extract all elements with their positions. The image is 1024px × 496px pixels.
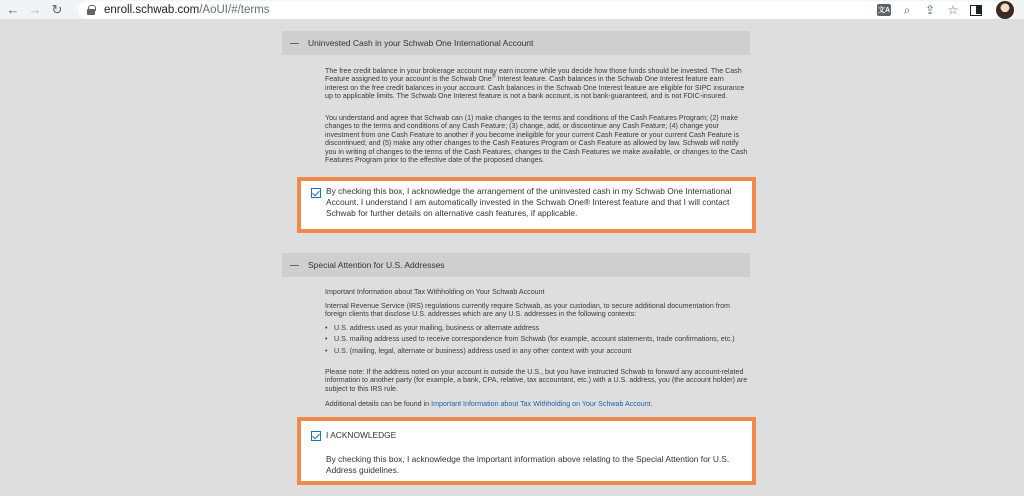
address-acknowledge-checkbox[interactable] [311, 431, 321, 441]
address-bar[interactable] [78, 1, 1000, 19]
side-panel-icon[interactable] [970, 5, 982, 16]
forward-icon[interactable]: → [28, 2, 42, 17]
address-bullet-list [325, 324, 749, 355]
list-item: • U.S. address used as your mailing, business or alternate address [325, 324, 540, 332]
bullet-icon: • [325, 346, 328, 355]
reload-icon[interactable]: ↻ [51, 1, 63, 17]
share-icon[interactable]: ⇪ [924, 3, 936, 17]
profile-avatar[interactable] [996, 1, 1014, 19]
browser-toolbar [0, 0, 1024, 20]
address-acknowledge-box[interactable] [297, 417, 756, 485]
bookmark-star-icon[interactable]: ☆ [947, 3, 959, 17]
translate-icon[interactable]: 文A [877, 4, 891, 16]
cash-section-header[interactable] [282, 31, 750, 55]
forwarding-note: Please note: If the address noted on your account is outside the U.S., but you have instructed Schwab to forward any account-related information to another party (for example, a bank, CPA, relative, tax accountant, etc.) with a U.S. address, you (the account holder) are subject to this IRS rule. [325, 368, 748, 393]
cash-acknowledge-box[interactable] [297, 177, 756, 233]
cash-paragraph-2: You understand and agree that Schwab can (1) make changes to the terms and conditions of the Cash Features Program; (2) make changes to the terms and conditions of any Cash Feature; (3) change, add, or discontinue any Cash Feature; (4) change your investment from one Cash Feature to another if you become ineligible for your current Cash Feature or your current Cash Feature is discontinued; and (5) make any other changes to the Cash Features Program or Cash Feature as allowed by law. Schwab will notify you in writing of changes to the terms of the Cash Features, changes to the Cash Features we make available, or changes to the Cash Features Program prior to the effective date of the proposed changes. [325, 114, 748, 165]
cash-section-title: Uninvested Cash in your Schwab One International Account [308, 38, 534, 48]
url-path: /AoUI/#/terms [199, 4, 270, 16]
address-section-header[interactable] [282, 253, 750, 277]
tax-subheading: Important Information about Tax Withholding on Your Schwab Account [325, 288, 545, 296]
address-acknowledge-heading: I ACKNOWLEDGE [326, 430, 397, 440]
irs-intro: Internal Revenue Service (IRS) regulations currently require Schwab, as your custodian, to secure additional documentation from foreign clients that disclose U.S. addresses which are any U.S. addresses in the following contexts: [325, 302, 730, 319]
back-icon[interactable]: ← [6, 2, 20, 17]
zoom-icon[interactable]: ⌕ [903, 2, 911, 17]
lock-icon[interactable] [86, 5, 96, 15]
collapse-icon[interactable] [290, 43, 299, 44]
tax-withholding-link[interactable]: Important Information about Tax Withholding on Your Schwab Account [431, 400, 651, 408]
cash-acknowledge-text: By checking this box, I acknowledge the arrangement of the uninvested cash in my Schwab One International Account. I understand I am automatically invested in the Schwab One® Interest feature and that I will contact Schwab for further details on alternative cash features, if applicable. [326, 186, 732, 218]
address-acknowledge-text: By checking this box, I acknowledge the important information above relating to the Special Attention for U.S. Address guidelines. [326, 454, 730, 475]
cash-paragraph-1: The free credit balance in your brokerage account may earn income while you decide how those funds should be invested. The Cash Feature assigned to your account is the Schwab One® Interest feature. Cash balances in the Schwab One Interest feature earn interest on the free credit balances in your account. Cash balances in the Schwab One Interest feature are eligible for SIPC insurance up to applicable limits. The Schwab One Interest feature is not a bank account, is not bank-guaranteed, and is not FDIC-insured. [325, 67, 745, 101]
url-host: enroll.schwab.com [104, 4, 200, 16]
collapse-icon[interactable] [290, 265, 299, 266]
list-item: • U.S. (mailing, legal, alternate or business) address used in any other context with your account [325, 346, 632, 355]
cash-acknowledge-checkbox[interactable] [311, 188, 321, 198]
bullet-icon: • [325, 324, 328, 332]
address-section-title: Special Attention for U.S. Addresses [308, 260, 445, 270]
bullet-icon: • [325, 335, 328, 344]
additional-details: Additional details can be found in Important Information about Tax Withholding on Your Schwab Account. [325, 400, 653, 408]
list-item: • U.S. mailing address used to receive correspondence from Schwab (for example, account statements, trade confirmations, etc.) [325, 335, 735, 344]
